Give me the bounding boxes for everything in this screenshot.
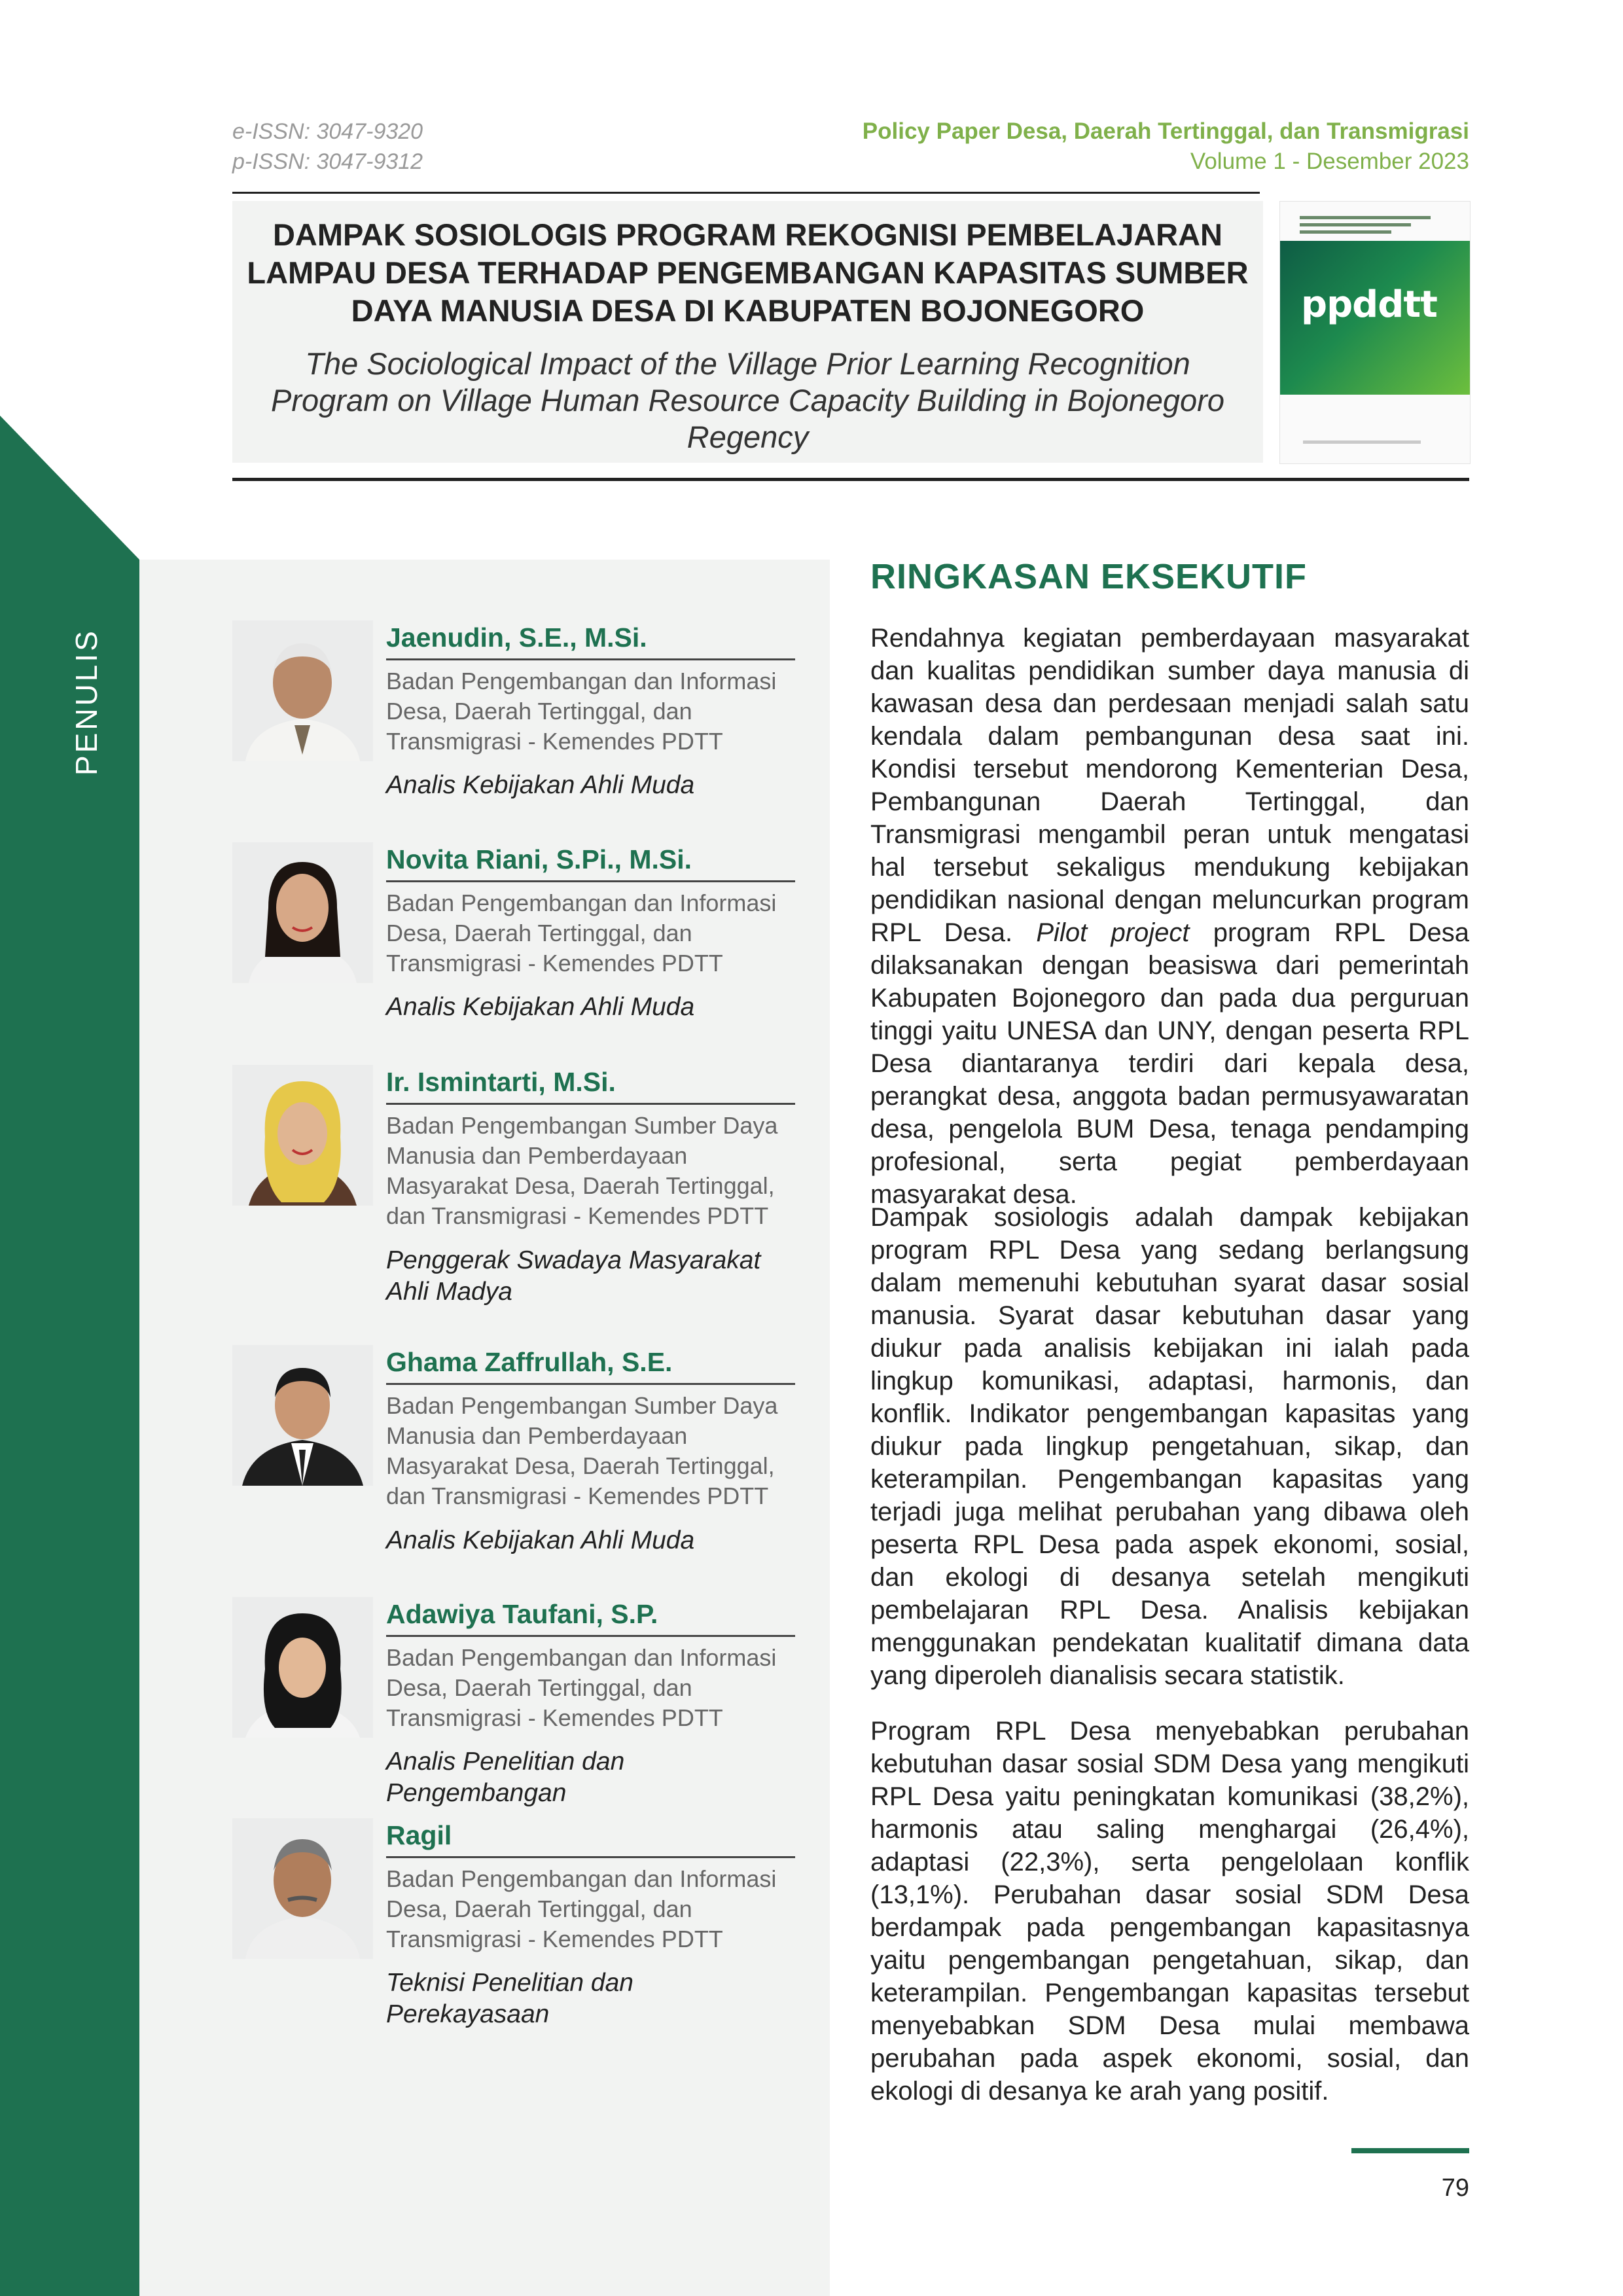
summary-heading: RINGKASAN EKSEKUTIF xyxy=(870,557,1308,596)
author-name-1: Jaenudin, S.E., M.Si. xyxy=(386,620,795,660)
author-card-2 xyxy=(232,842,795,1039)
person-portrait-icon xyxy=(232,1065,373,1206)
author-affiliation-2: Badan Pengembangan dan Informasi Desa, Daerah Tertinggal, dan Transmigrasi - Kemendes PDTT xyxy=(386,889,777,977)
author-affiliation-6: Badan Pengembangan dan Informasi Desa, Daerah Tertinggal, dan Transmigrasi - Kemendes PDTT xyxy=(386,1865,777,1952)
summary-p1-italic: Pilot project xyxy=(1036,918,1190,947)
summary-paragraph-3 xyxy=(870,1715,1469,2108)
author-affiliation-1: Badan Pengembangan dan Informasi Desa, Daerah Tertinggal, dan Transmigrasi - Kemendes PDTT xyxy=(386,668,777,755)
summary-paragraph-1 xyxy=(870,622,1469,1211)
author-role-4: Analis Kebijakan Ahli Muda xyxy=(386,1526,695,1554)
summary-p2-text: Dampak sosiologis adalah dampak kebijakan program RPL Desa yang sedang berlangsung dalam memenuhi kebutuhan syarat dasar sosial manusia. Syarat dasar kebutuhan dasar yang diukur pada analisis kebijakan ini ialah pada lingkup komunikasi, adaptasi, harmonis, dan konflik. Indikator pengembangan kapasitas yang diukur pada lingkup pengetahuan, sikap, dan keterampilan. Pengembangan kapasitas yang terjadi juga melihat perubahan yang dibawa oleh peserta RPL Desa pada aspek ekonomi, sosial, dan ekologi di desanya setelah mengikuti pembelajaran RPL Desa. Analisis kebijakan menggunakan pendekatan kualitatif dimana data yang diperoleh dianalisis secara statistik. xyxy=(870,1203,1469,1690)
cover-logo: ppddtt xyxy=(1301,283,1437,326)
author-photo-5 xyxy=(232,1597,373,1738)
author-role-3: Penggerak Swadaya Masyarakat Ahli Madya xyxy=(386,1246,761,1306)
person-portrait-icon xyxy=(232,620,373,761)
author-name-3: Ir. Ismintarti, M.Si. xyxy=(386,1065,795,1105)
author-name-4: Ghama Zaffrullah, S.E. xyxy=(386,1345,795,1385)
page-number-rule xyxy=(1351,2148,1469,2153)
author-photo-1 xyxy=(232,620,373,761)
author-role-5: Analis Penelitian dan Pengembangan xyxy=(386,1748,625,1807)
author-card-1 xyxy=(232,620,795,817)
summary-p1-text-a: Rendahnya kegiatan pemberdayaan masyarakat dan kualitas pendidikan sumber daya manusia di kawasan desa dan perdesaan menjadi salah satu kendala dalam pembangunan desa saat ini. Kondisi tersebut mendorong Kementerian Desa, Pembangunan Daerah Tertinggal, dan Transmigrasi mengambil peran untuk mengatasi hal tersebut sekaligus mendukung kebijakan pendidikan nasional dengan meluncurkan program RPL Desa. xyxy=(870,624,1469,947)
person-portrait-icon xyxy=(232,1597,373,1738)
person-portrait-icon xyxy=(232,1818,373,1959)
p-issn: p-ISSN: 3047-9312 xyxy=(232,149,423,174)
author-photo-3 xyxy=(232,1065,373,1206)
journal-title: Policy Paper Desa, Daerah Tertinggal, dan Transmigrasi xyxy=(862,118,1469,144)
cover-header-lines xyxy=(1300,216,1447,240)
author-role-6: Teknisi Penelitian dan Perekayasaan xyxy=(386,1969,633,2028)
author-photo-2 xyxy=(232,842,373,983)
author-card-4 xyxy=(232,1345,795,1554)
header-rule xyxy=(232,192,1260,194)
e-issn: e-ISSN: 3047-9320 xyxy=(232,119,423,144)
author-name-5: Adawiya Taufani, S.P. xyxy=(386,1597,795,1637)
summary-p1-text-b: program RPL Desa dilaksanakan dengan beasiswa dari pemerintah Kabupaten Bojonegoro dan pada dua perguruan tinggi yaitu UNESA dan UNY, dengan peserta RPL Desa diantaranya terdiri dari kepala desa, perangkat desa, anggota badan permusyawaratan desa, pengelola BUM Desa, tenaga pendamping profesional, serta pegiat pemberdayaan masyarakat desa. xyxy=(870,918,1469,1209)
title-indonesian: DAMPAK SOSIOLOGIS PROGRAM REKOGNISI PEMBELAJARAN LAMPAU DESA TERHADAP PENGEMBANGAN KAPASITAS SUMBER DAYA MANUSIA DESA DI KABUPATEN BOJONEGORO xyxy=(247,217,1249,328)
issn-block xyxy=(232,117,423,177)
author-photo-6 xyxy=(232,1818,373,1959)
author-role-2: Analis Kebijakan Ahli Muda xyxy=(386,993,695,1021)
author-photo-4 xyxy=(232,1345,373,1486)
author-affiliation-3: Badan Pengembangan Sumber Daya Manusia dan Pemberdayaan Masyarakat Desa, Daerah Tertinggal, dan Transmigrasi - Kemendes PDTT xyxy=(386,1112,778,1229)
author-affiliation-5: Badan Pengembangan dan Informasi Desa, Daerah Tertinggal, dan Transmigrasi - Kemendes PDTT xyxy=(386,1644,777,1731)
journal-cover-thumbnail xyxy=(1279,201,1471,464)
journal-volume: Volume 1 - Desember 2023 xyxy=(1190,149,1469,174)
page-number: 79 xyxy=(1441,2174,1469,2202)
author-affiliation-4: Badan Pengembangan Sumber Daya Manusia dan Pemberdayaan Masyarakat Desa, Daerah Tertinggal, dan Transmigrasi - Kemendes PDTT xyxy=(386,1392,778,1509)
green-side-strip xyxy=(0,560,139,2296)
author-name-6: Ragil xyxy=(386,1818,795,1858)
summary-paragraph-2 xyxy=(870,1201,1469,1692)
author-card-6 xyxy=(232,1818,795,2028)
cover-footer-line xyxy=(1303,440,1421,444)
green-corner-triangle xyxy=(0,416,139,563)
person-portrait-icon xyxy=(232,1345,373,1486)
person-portrait-icon xyxy=(232,842,373,983)
author-role-1: Analis Kebijakan Ahli Muda xyxy=(386,771,695,799)
title-rule xyxy=(232,478,1469,481)
title-english: The Sociological Impact of the Village Prior Learning Recognition Program on Village Human Resource Capacity Building in Bojonegoro Regency xyxy=(271,346,1224,454)
author-name-2: Novita Riani, S.Pi., M.Si. xyxy=(386,842,795,882)
journal-block xyxy=(863,117,1469,177)
penulis-vertical-label: PENULIS xyxy=(69,628,103,776)
author-card-3 xyxy=(232,1065,795,1306)
author-card-5 xyxy=(232,1597,795,1807)
summary-p3-text: Program RPL Desa menyebabkan perubahan kebutuhan dasar sosial SDM Desa yang mengikuti RPL Desa yaitu peningkatan komunikasi (38,2%), harmonis atau saling menghargai (26,4%), adaptasi (22,3%), serta pengelolaan konflik (13,1%). Perubahan dasar sosial SDM Desa berdampak pada pengembangan kapasitasnya yaitu pengembangan pengetahuan, sikap, dan keterampilan. Pengembangan kapasitas tersebut menyebabkan SDM Desa mulai membawa perubahan pada aspek ekonomi, sosial, dan ekologi di desanya ke arah yang positif. xyxy=(870,1717,1469,2106)
